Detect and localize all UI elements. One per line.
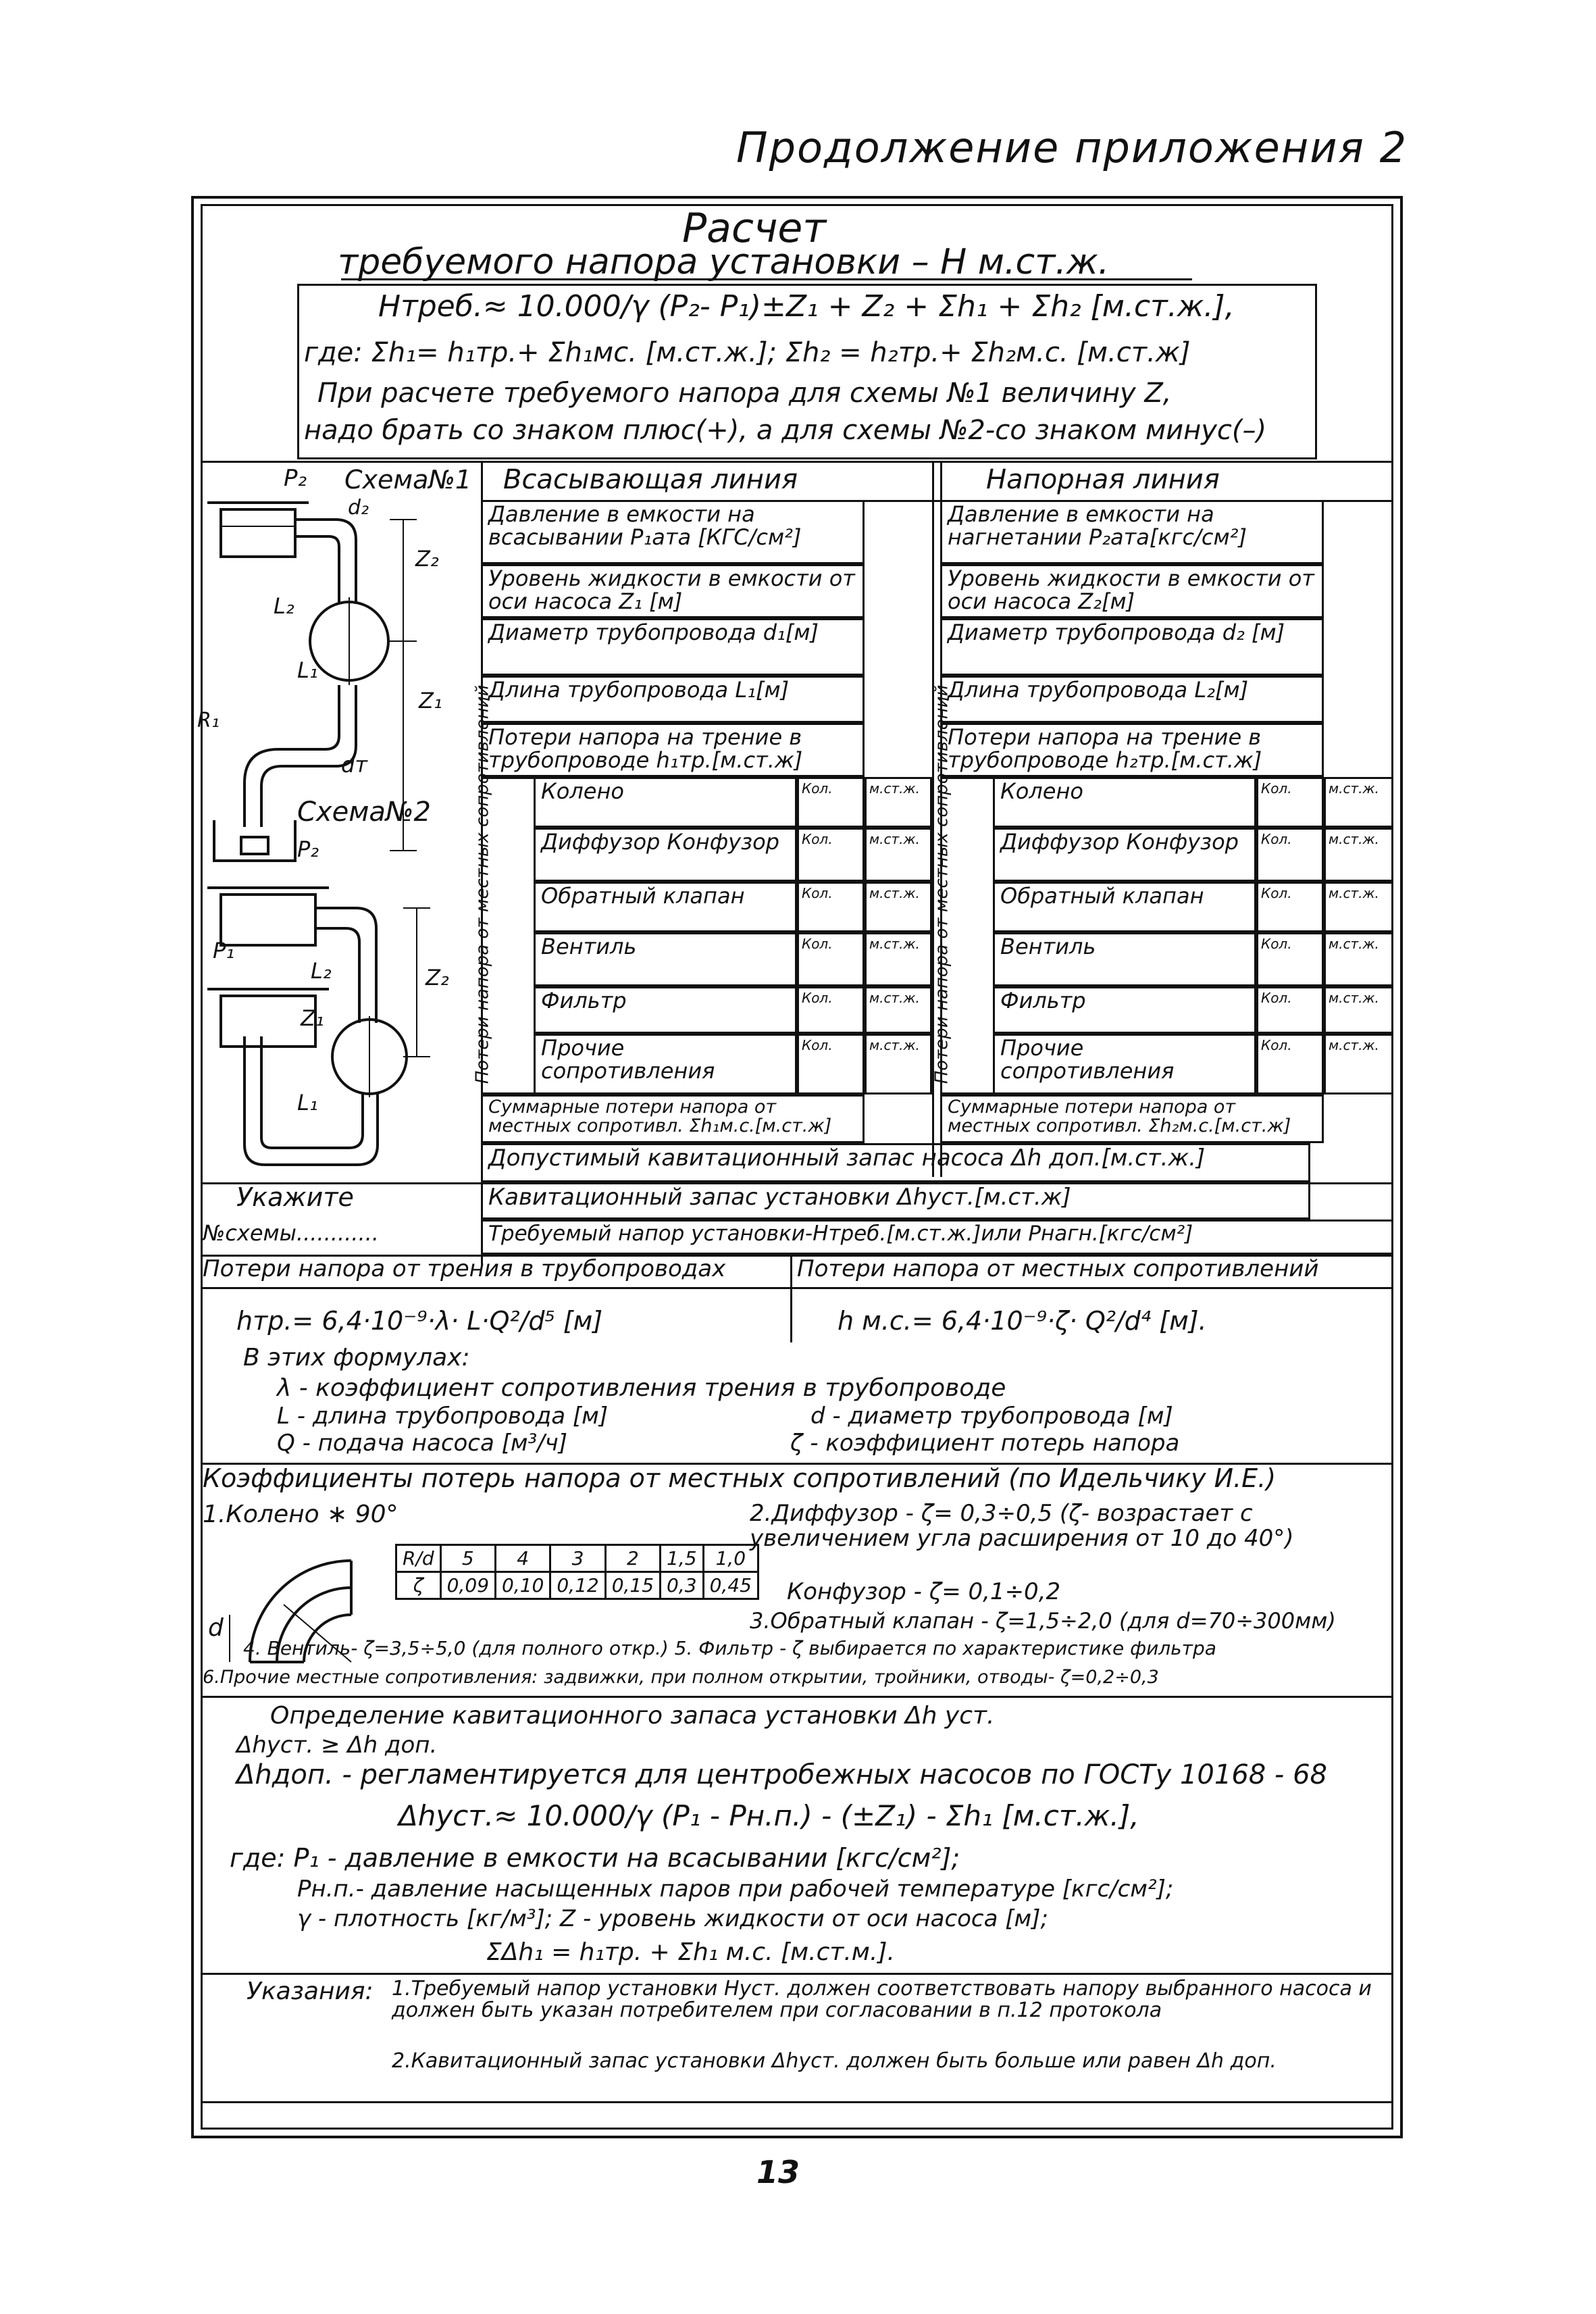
unit-kol: Кол. — [1261, 990, 1292, 1006]
coef-confuser: Конфузор - ζ= 0,1÷0,2 — [787, 1578, 1061, 1605]
elbow-table-cell: 0,10 — [496, 1572, 550, 1599]
elbow-table-value-row — [396, 1572, 758, 1599]
npsh-l1: Определение кавитационного запаса установки Δh уст. — [270, 1702, 995, 1730]
suction-unit-kol-2 — [797, 828, 865, 882]
formula-line3: При расчете требуемого напора для схемы №1 величину Z, — [317, 378, 1172, 409]
scheme-no-label: №схемы............ — [203, 1220, 379, 1246]
discharge-item-checkvalve: Обратный клапан — [993, 882, 1256, 932]
suction-row-2: Уровень жидкости в емкости от оси насоса Z₁ [м] — [481, 564, 865, 618]
discharge-item-diffuser: Диффузор Конфузор — [993, 828, 1256, 882]
suction-item-elbow: Колено — [534, 777, 797, 828]
suction-unit-kol-5 — [797, 986, 865, 1034]
label-l1-s2: L₁ — [297, 1090, 318, 1115]
discharge-item-valve: Вентиль — [993, 932, 1256, 986]
npsh-l5: где: P₁ - давление в емкости на всасывании [кгс/см²]; — [230, 1843, 960, 1873]
label-l1: L₁ — [297, 657, 318, 683]
unit-mst: м.ст.ж. — [869, 885, 920, 901]
discharge-row-1: Давление в емкости на нагнетании P₂ата[кгс/см²] — [940, 500, 1324, 564]
suction-heading: Всасывающая линия — [503, 464, 798, 495]
indicate-label: Укажите — [236, 1182, 354, 1212]
coef-other: 6.Прочие местные сопротивления: задвижки, при полном открытии, тройники, отводы- ζ=0,2÷0,3 — [203, 1667, 1159, 1688]
npsh-l8: ΣΔh₁ = h₁тр. + Σh₁ м.с. [м.ст.м.]. — [486, 1938, 895, 1966]
elbow-table-cell: 1,5 — [661, 1545, 704, 1572]
unit-mst: м.ст.ж. — [1329, 1037, 1379, 1053]
label-l2-s2: L₂ — [311, 958, 332, 984]
label-p2: P₂ — [284, 465, 307, 492]
suction-sum: Суммарные потери напора от местных сопротивл. Σh₁м.с.[м.ст.ж] — [481, 1095, 865, 1143]
elbow-d-label: d — [208, 1614, 224, 1642]
elbow-table-cell: 3 — [550, 1545, 605, 1572]
unit-kol: Кол. — [802, 780, 833, 797]
discharge-unit-mst-5 — [1324, 986, 1393, 1034]
label-r1: R₁ — [197, 709, 220, 732]
discharge-item-other: Прочие сопротивления — [993, 1034, 1256, 1095]
title-sub: требуемого напора установки – Н м.ст.ж. — [338, 242, 1110, 282]
friction-Q: Q - подача насоса [м³/ч] — [277, 1430, 567, 1457]
unit-kol: Кол. — [802, 936, 833, 952]
coef-check-valve: 3.Обратный клапан - ζ=1,5÷2,0 (для d=70÷300мм) — [750, 1608, 1336, 1634]
suction-row-3: Диаметр трубопровода d₁[м] — [481, 618, 865, 676]
unit-mst: м.ст.ж. — [1329, 990, 1379, 1006]
label-z2-s2: Z₂ — [426, 965, 449, 990]
suction-unit-mst-3 — [865, 882, 932, 932]
suction-unit-kol-4 — [797, 932, 865, 986]
npsh-install-row: Кавитационный запас установки Δhуст.[м.ст.ж] — [481, 1182, 1310, 1219]
scheme1-label: Схема№1 — [344, 465, 472, 495]
unit-kol: Кол. — [1261, 780, 1292, 797]
coef-valve-filter: 4. Вентиль- ζ=3,5÷5,0 (для полного откр.) 5. Фильтр - ζ выбирается по характеристике фильтра — [243, 1637, 1216, 1659]
suction-unit-kol-1 — [797, 777, 865, 828]
suction-unit-mst-2 — [865, 828, 932, 882]
page-header: Продолжение приложения 2 — [736, 123, 1408, 172]
unit-kol: Кол. — [1261, 831, 1292, 847]
notes-label: Указания: — [247, 1978, 374, 2005]
unit-kol: Кол. — [1261, 1037, 1292, 1053]
suction-item-diffuser: Диффузор Конфузор — [534, 828, 797, 882]
suction-unit-kol-3 — [797, 882, 865, 932]
npsh-allowed-row: Допустимый кавитационный запас насоса Δh доп.[м.ст.ж.] — [481, 1143, 1310, 1182]
friction-lambda: λ - коэффициент сопротивления трения в трубопроводе — [277, 1374, 1006, 1402]
suction-unit-kol-6 — [797, 1034, 865, 1095]
divider-8 — [201, 2101, 1393, 2103]
discharge-item-elbow: Колено — [993, 777, 1256, 828]
friction-L: L - длина трубопровода [м] — [277, 1403, 609, 1430]
discharge-row-5: Потери напора на трение в трубопроводе h₂тр.[м.ст.ж] — [940, 723, 1324, 777]
npsh-l2: Δhуст. ≥ Δh доп. — [236, 1732, 438, 1759]
friction-intro: В этих формулах: — [243, 1344, 470, 1372]
elbow-table-cell: 0,3 — [661, 1572, 704, 1599]
elbow-table-cell: 2 — [605, 1545, 660, 1572]
friction-zeta: ζ - коэффициент потерь напора — [790, 1430, 1180, 1457]
discharge-unit-kol-1 — [1256, 777, 1324, 828]
page-number: 13 — [756, 2154, 800, 2190]
unit-kol: Кол. — [1261, 936, 1292, 952]
divider-7 — [201, 1973, 1393, 1975]
friction-left-formula: hтр.= 6,4·10⁻⁹·λ· L·Q²/d⁵ [м] — [236, 1306, 603, 1336]
suction-unit-mst-5 — [865, 986, 932, 1034]
discharge-unit-mst-6 — [1324, 1034, 1393, 1095]
suction-unit-mst-1 — [865, 777, 932, 828]
label-z1-s2: Z₁ — [301, 1005, 324, 1031]
required-head-row: Требуемый напор установки-Нтреб.[м.ст.ж.]или Рнагн.[кгс/см²] — [481, 1219, 1393, 1255]
unit-mst: м.ст.ж. — [869, 936, 920, 952]
npsh-l4: Δhуст.≈ 10.000/γ (P₁ - Pн.п.) - (±Z₁) - Σh₁ [м.ст.ж.], — [398, 1799, 1139, 1832]
label-p2-s2: P₂ — [297, 836, 319, 862]
coef-diffuser: 2.Диффузор - ζ= 0,3÷0,5 (ζ- возрастает с увеличением угла расширения от 10 до 40°) — [750, 1500, 1294, 1553]
suction-item-checkvalve: Обратный клапан — [534, 882, 797, 932]
title-main: Расчет — [682, 205, 827, 252]
elbow-table-cell: 0,15 — [605, 1572, 660, 1599]
npsh-l6: Pн.п.- давление насыщенных паров при рабочей температуре [кгс/см²]; — [297, 1876, 1174, 1903]
unit-mst: м.ст.ж. — [1329, 831, 1379, 847]
label-l2: L₂ — [274, 593, 294, 619]
suction-unit-mst-6 — [865, 1034, 932, 1095]
elbow-table-cell: 1,0 — [703, 1545, 758, 1572]
formula-line4: надо брать со знаком плюс(+), а для схемы №2-со знаком минус(–) — [304, 415, 1267, 446]
scheme2-label: Схема№2 — [297, 797, 431, 828]
suction-row-1: Давление в емкости на всасывании P₁ата [КГС/см²] — [481, 500, 865, 564]
discharge-row-4: Длина трубопровода L₂[м] — [940, 676, 1324, 723]
elbow-table-head-row — [396, 1545, 758, 1572]
elbow-table-cell: ζ — [396, 1572, 441, 1599]
unit-kol: Кол. — [1261, 885, 1292, 901]
suction-item-other: Прочие сопротивления — [534, 1034, 797, 1095]
discharge-unit-kol-2 — [1256, 828, 1324, 882]
discharge-local-label: Потери напора от местных сопротивлений — [931, 684, 952, 1084]
notes-n2: 2.Кавитационный запас установки Δhуст. должен быть больше или равен Δh доп. — [392, 2049, 1277, 2073]
elbow-table-cell: 0,45 — [703, 1572, 758, 1599]
suction-row-5: Потери напора на трение в трубопроводе h₁тр.[м.ст.ж] — [481, 723, 865, 777]
coef-elbow: 1.Колено ∗ 90° — [203, 1501, 398, 1528]
unit-kol: Кол. — [802, 885, 833, 901]
unit-mst: м.ст.ж. — [1329, 780, 1379, 797]
suction-item-valve: Вентиль — [534, 932, 797, 986]
discharge-unit-kol-6 — [1256, 1034, 1324, 1095]
discharge-unit-kol-4 — [1256, 932, 1324, 986]
discharge-unit-kol-3 — [1256, 882, 1324, 932]
discharge-heading: Напорная линия — [986, 464, 1220, 495]
unit-mst: м.ст.ж. — [869, 780, 920, 797]
elbow-table — [395, 1544, 759, 1600]
suction-unit-mst-4 — [865, 932, 932, 986]
label-z2: Z₂ — [415, 546, 439, 572]
label-dt: dт — [341, 752, 367, 778]
discharge-row-3: Диаметр трубопровода d₂ [м] — [940, 618, 1324, 676]
divider-6 — [201, 1696, 1393, 1698]
unit-kol: Кол. — [802, 990, 833, 1006]
unit-mst: м.ст.ж. — [1329, 885, 1379, 901]
unit-mst: м.ст.ж. — [869, 1037, 920, 1053]
friction-left-heading: Потери напора от трения в трубопроводах — [203, 1255, 726, 1282]
friction-right-heading: Потери напора от местных сопротивлений — [797, 1255, 1319, 1282]
formula-line2: где: Σh₁= h₁тр.+ Σh₁мс. [м.ст.ж.]; Σh₂ = h₂тр.+ Σh₂м.с. [м.ст.ж] — [304, 337, 1191, 368]
friction-vsep — [790, 1255, 792, 1342]
npsh-l7: γ - плотность [кг/м³]; Z - уровень жидкости от оси насоса [м]; — [297, 1905, 1048, 1932]
elbow-table-cell: 0,09 — [440, 1572, 495, 1599]
suction-item-filter: Фильтр — [534, 986, 797, 1034]
formula-line1: Нтреб.≈ 10.000/γ (P₂- P₁)±Z₁ + Z₂ + Σh₁ + Σh₂ [м.ст.ж.], — [378, 289, 1235, 324]
notes-n1: 1.Требуемый напор установки Нуст. должен соответствовать напору выбранного насоса и должен быть указан потребителем при согласовании в п.12 протокола — [392, 1977, 1372, 2022]
label-p1-s2: P₁ — [213, 938, 235, 963]
unit-kol: Кол. — [802, 1037, 833, 1053]
elbow-table-cell: 0,12 — [550, 1572, 605, 1599]
suction-row-4: Длина трубопровода L₁[м] — [481, 676, 865, 723]
unit-mst: м.ст.ж. — [869, 990, 920, 1006]
discharge-unit-mst-3 — [1324, 882, 1393, 932]
discharge-unit-mst-1 — [1324, 777, 1393, 828]
discharge-row-2: Уровень жидкости в емкости от оси насоса Z₂[м] — [940, 564, 1324, 618]
npsh-l3: Δhдоп. - регламентируется для центробежных насосов по ГОСТу 10168 - 68 — [236, 1759, 1327, 1790]
friction-right-formula: h м.с.= 6,4·10⁻⁹·ζ· Q²/d⁴ [м]. — [838, 1306, 1207, 1336]
discharge-unit-mst-2 — [1324, 828, 1393, 882]
divider-4 — [201, 1287, 1393, 1289]
suction-local-label: Потери напора от местных сопротивлений — [472, 684, 493, 1084]
elbow-table-cell: R/d — [396, 1545, 441, 1572]
label-z1: Z₁ — [419, 688, 442, 713]
unit-mst: м.ст.ж. — [1329, 936, 1379, 952]
label-d2: d₂ — [348, 496, 369, 520]
elbow-table-cell: 5 — [440, 1545, 495, 1572]
unit-mst: м.ст.ж. — [869, 831, 920, 847]
friction-d: d - диаметр трубопровода [м] — [810, 1403, 1173, 1430]
coef-heading: Коэффициенты потерь напора от местных сопротивлений (по Идельчику И.Е.) — [203, 1463, 1277, 1493]
discharge-unit-kol-5 — [1256, 986, 1324, 1034]
discharge-sum: Суммарные потери напора от местных сопротивл. Σh₂м.с.[м.ст.ж] — [940, 1095, 1324, 1143]
discharge-unit-mst-4 — [1324, 932, 1393, 986]
title-underline — [341, 278, 1192, 280]
unit-kol: Кол. — [802, 831, 833, 847]
elbow-table-cell: 4 — [496, 1545, 550, 1572]
discharge-item-filter: Фильтр — [993, 986, 1256, 1034]
